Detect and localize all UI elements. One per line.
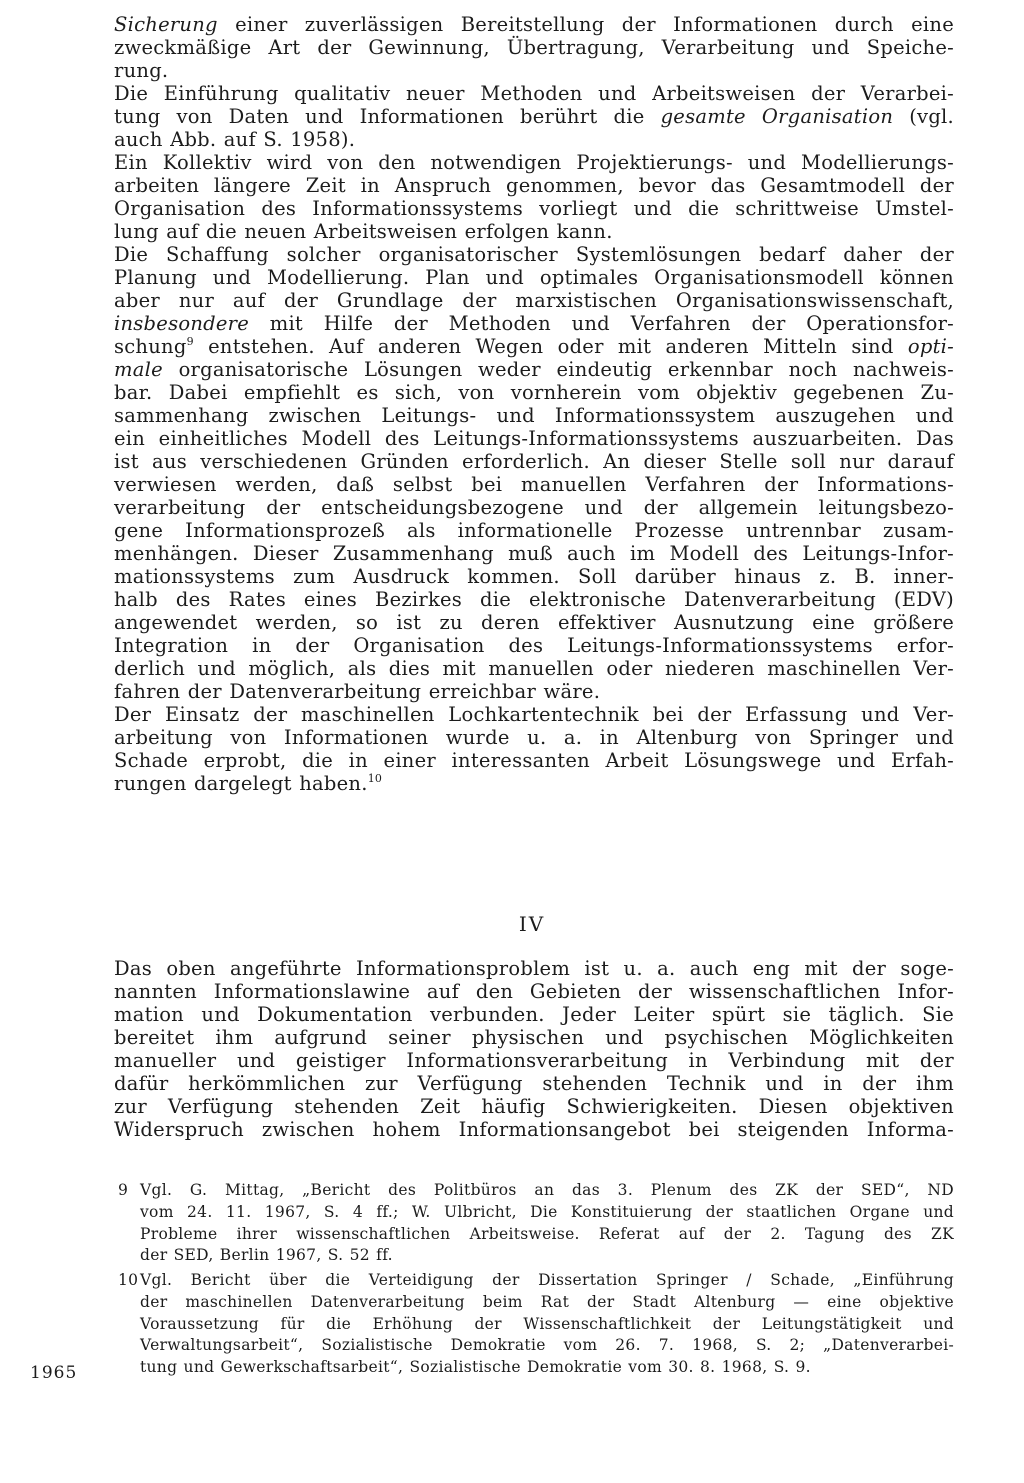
- text-line: ein einheitliches Modell des Leitungs-Informationssystems auszuarbeiten. Das: [114, 427, 954, 450]
- footnote-line: der SED, Berlin 1967, S. 52 ff.: [140, 1246, 393, 1265]
- text-line: Sicherung einer zuverlässigen Bereitstellung der Informationen durch eine: [114, 13, 954, 36]
- footnote-line: Verwaltungsarbeit“, Sozialistische Demokratie vom 26. 7. 1968, S. 2; „Datenverarbei-: [140, 1336, 954, 1355]
- footnote-line: 10 Vgl. Bericht über die Verteidigung der Dissertation Springer / Schade, „Einführung: [118, 1271, 954, 1289]
- text-line: ist aus verschiedenen Gründen erforderlich. An dieser Stelle soll nur darauf: [114, 450, 954, 473]
- text-line: manueller und geistiger Informationsverarbeitung in Verbindung mit der: [114, 1049, 954, 1072]
- text-line: gene Informationsprozeß als informationelle Prozesse untrennbar zusam-: [114, 519, 954, 542]
- text-line: male organisatorische Lösungen weder eindeutig erkennbar noch nachweis-: [114, 358, 954, 381]
- text-line: bereitet ihm aufgrund seiner physischen und psychischen Möglichkeiten: [114, 1026, 954, 1049]
- footnote-line: vom 24. 11. 1967, S. 4 ff.; W. Ulbricht, Die Konstituierung der staatlichen Organe und: [140, 1202, 954, 1221]
- text-line: fahren der Datenverarbeitung erreichbar wäre.: [114, 680, 601, 703]
- text-line: mation und Dokumentation verbunden. Jeder Leiter spürt sie täglich. Sie: [114, 1003, 954, 1026]
- footnote-line: 9 Vgl. G. Mittag, „Bericht des Politbüros an das 3. Plenum des ZK der SED“, ND: [118, 1181, 954, 1199]
- footnote-10: [118, 1270, 954, 1379]
- text-line: insbesondere mit Hilfe der Methoden und Verfahren der Operationsfor-: [114, 312, 954, 335]
- text-line: derlich und möglich, als dies mit manuellen oder niederen maschinellen Ver-: [114, 657, 954, 680]
- main-text-block: [114, 13, 954, 795]
- footnote-9: [118, 1180, 954, 1267]
- text-line: Organisation des Informationssystems vorliegt und die schrittweise Umstel-: [114, 197, 954, 220]
- text-line: Planung und Modellierung. Plan und optimales Organisationsmodell können: [114, 266, 954, 289]
- text-line: mationssystems zum Ausdruck kommen. Soll darüber hinaus z. B. inner-: [114, 565, 954, 588]
- text-line: halb des Rates eines Bezirkes die elektronische Datenverarbeitung (EDV): [114, 588, 954, 611]
- paragraph-3: [114, 151, 954, 243]
- text-line: Die Schaffung solcher organisatorischer Systemlösungen bedarf daher der: [114, 243, 954, 266]
- paragraph-2: [114, 82, 954, 151]
- footnote-line: tung und Gewerkschaftsarbeit“, Sozialistische Demokratie vom 30. 8. 1968, S. 9.: [140, 1358, 811, 1377]
- footnote-ref-10: 10: [367, 772, 383, 785]
- text-line: Widerspruch zwischen hohem Informationsangebot bei steigenden Informa-: [114, 1118, 954, 1141]
- text-line: Die Einführung qualitativ neuer Methoden und Arbeitsweisen der Verarbei-: [114, 82, 954, 105]
- text-line: auch Abb. auf S. 1958).: [114, 128, 356, 151]
- text-line: aber nur auf der Grundlage der marxistischen Organisationswissenschaft,: [114, 289, 954, 312]
- text-line: verwiesen werden, daß selbst bei manuellen Verfahren der Informations-: [114, 473, 954, 496]
- text-line: arbeitung von Informationen wurde u. a. in Altenburg von Springer und: [114, 726, 954, 749]
- text-line: tung von Daten und Informationen berührt die gesamte Organisation (vgl.: [114, 105, 954, 128]
- text-line: rungen dargelegt haben.$^{10}$: [114, 772, 383, 795]
- text-line: Der Einsatz der maschinellen Lochkartentechnik bei der Erfassung und Ver-: [114, 703, 954, 726]
- text-line: verarbeitung der entscheidungsbezogene und der allgemein leitungsbezo-: [114, 496, 954, 519]
- section-heading: IV: [518, 912, 546, 936]
- text-line: nannten Informationslawine auf den Gebieten der wissenschaftlichen Infor-: [114, 980, 954, 1003]
- text-line: schung$^9$ entstehen. Auf anderen Wegen oder mit anderen Mitteln sind opti-: [114, 335, 954, 358]
- text-line: arbeiten längere Zeit in Anspruch genommen, bevor das Gesamtmodell der: [114, 174, 954, 197]
- paragraph-1: [114, 13, 954, 82]
- page-number: 1965: [30, 1363, 78, 1383]
- text-line: Das oben angeführte Informationsproblem ist u. a. auch eng mit der soge-: [114, 957, 954, 980]
- text-line: rung.: [114, 59, 169, 82]
- text-line: Schade erprobt, die in einer interessanten Arbeit Lösungswege und Erfah-: [114, 749, 954, 772]
- paragraph-4: [114, 243, 954, 703]
- section-iv-text: [114, 957, 954, 1141]
- text-line: menhängen. Dieser Zusammenhang muß auch im Modell des Leitungs-Infor-: [114, 542, 954, 565]
- footnote-line: Voraussetzung für die Erhöhung der Wissenschaftlichkeit der Leitungstätigkeit und: [140, 1314, 954, 1333]
- text-line: sammenhang zwischen Leitungs- und Informationssystem auszugehen und: [114, 404, 954, 427]
- footnote-ref-9: 9: [186, 335, 194, 348]
- text-line: angewendet werden, so ist zu deren effektiver Ausnutzung eine größere: [114, 611, 954, 634]
- text-line: zur Verfügung stehenden Zeit häufig Schwierigkeiten. Diesen objektiven: [114, 1095, 954, 1118]
- text-line: zweckmäßige Art der Gewinnung, Übertragung, Verarbeitung und Speiche-: [114, 36, 954, 59]
- paragraph-5: [114, 703, 954, 795]
- text-line: lung auf die neuen Arbeitsweisen erfolgen kann.: [114, 220, 613, 243]
- footnote-line: der maschinellen Datenverarbeitung beim Rat der Stadt Altenburg — eine objektive: [140, 1292, 954, 1311]
- footnote-line: Probleme ihrer wissenschaftlichen Arbeitsweise. Referat auf der 2. Tagung des ZK: [140, 1224, 954, 1243]
- text-line: bar. Dabei empfiehlt es sich, von vornherein vom objektiv gegebenen Zu-: [114, 381, 954, 404]
- text-line: Integration in der Organisation des Leitungs-Informationssystems erfor-: [114, 634, 954, 657]
- text-line: dafür herkömmlichen zur Verfügung stehenden Technik und in der ihm: [114, 1072, 954, 1095]
- paragraph-6: [114, 957, 954, 1141]
- text-line: Ein Kollektiv wird von den notwendigen Projektierungs- und Modellierungs-: [114, 151, 954, 174]
